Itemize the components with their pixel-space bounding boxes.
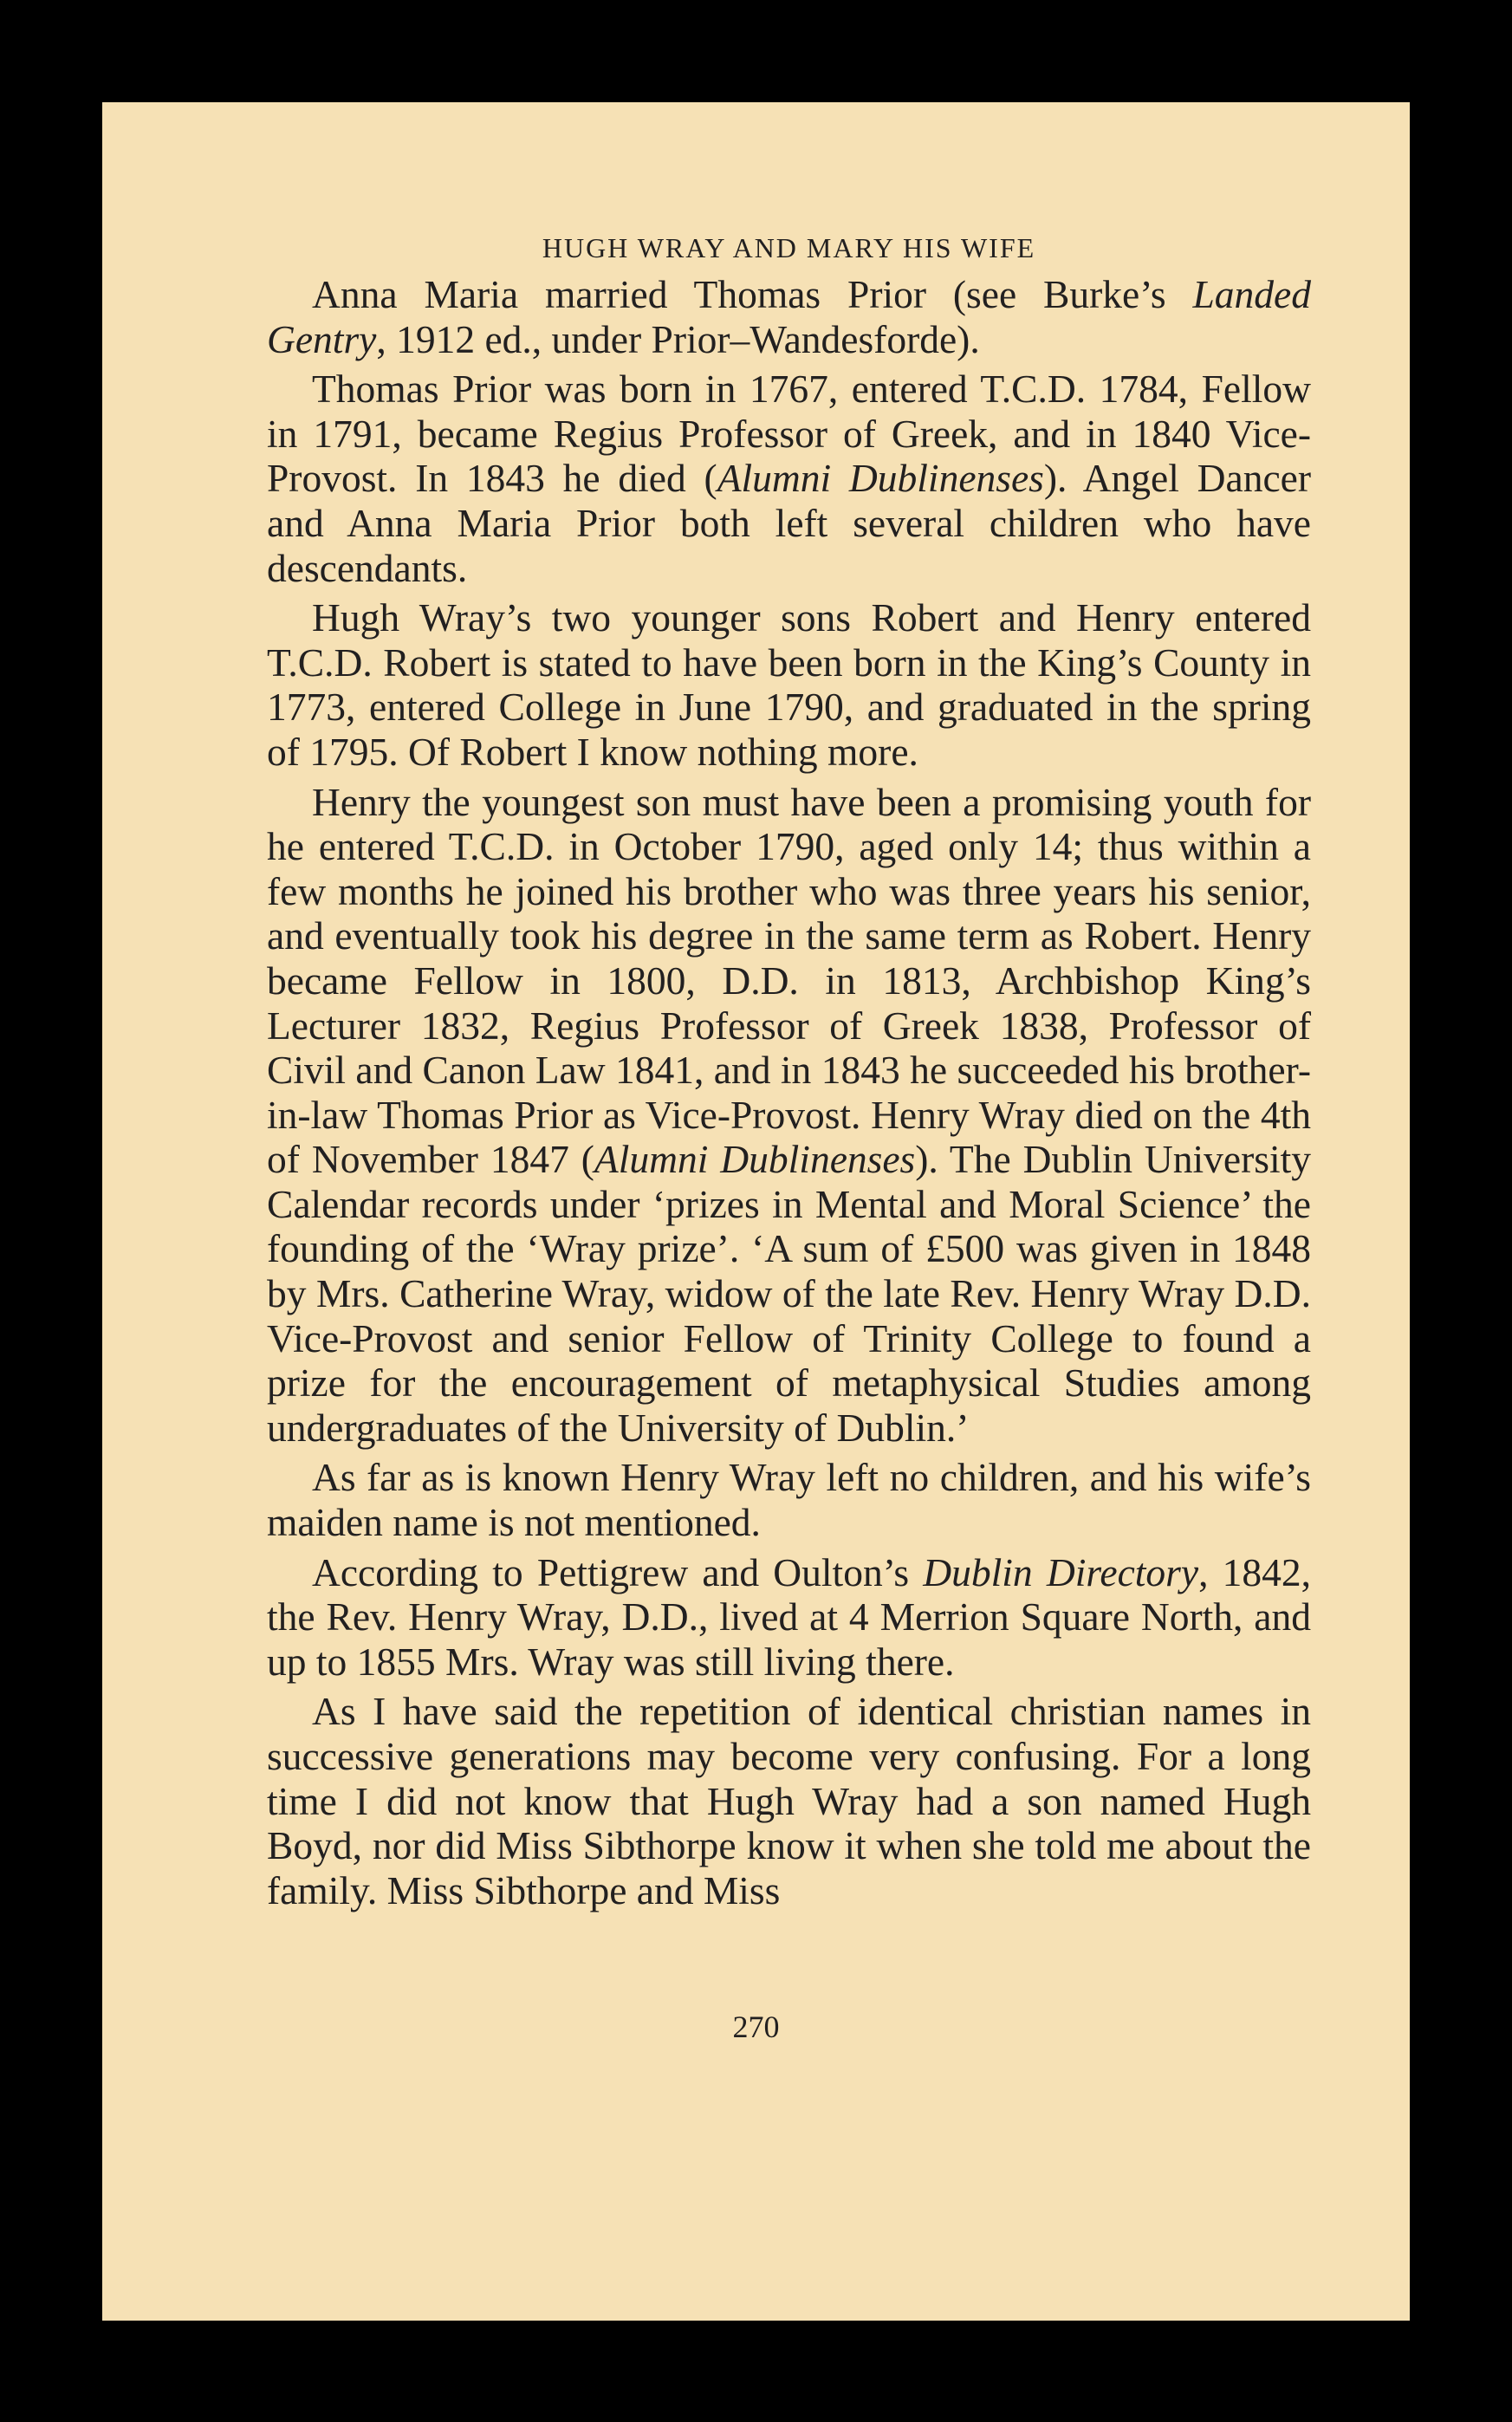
paragraph-1-text: Anna Maria married Thomas Prior (see Burke’s [312, 272, 1193, 316]
paragraph-2-italic: Alumni Dublinenses [717, 456, 1044, 501]
paragraph-1-italic: Landed Gentry [267, 272, 1311, 361]
paragraph-6-italic: Dublin Directory [923, 1549, 1199, 1594]
paragraph-3-text: Hugh Wray’s two younger sons Robert and Henry entered T.C.D. Robert is stated to have been born in the King’s County in 1773, entered College in June 1790, and graduated in the spring of 1795. Of Robert I know nothing more. [267, 595, 1311, 774]
paragraph-6-text: According to Pettigrew and Oulton’s [312, 1549, 924, 1594]
book-page [102, 102, 1410, 2321]
paragraph-4-text: ). The Dublin University Calendar records under ‘prizes in Mental and Moral Science’ the founding of the ‘Wray prize’. ‘A sum of £500 was given in 1848 by Mrs. Catherine Wray, widow of the late Rev. Henry Wray D.D. Vice-Provost and senior Fellow of Trinity College to found a prize for the encouragement of metaphysical Studies among undergraduates of the University of Dublin.’ [267, 1137, 1311, 1450]
paragraph-7-text: As I have said the repetition of identical christian names in successive generations may become very confusing. For a long time I did not know that Hugh Wray had a son named Hugh Boyd, nor did Miss Sibthorpe know it when she told me about the family. Miss Sibthorpe and Miss [267, 1689, 1311, 1912]
paragraph-4 [267, 780, 1311, 1451]
page-text [267, 231, 1311, 1918]
paragraph-4-text: Henry the youngest son must have been a promising youth for he entered T.C.D. in October 1790, aged only 14; thus within a few months he joined his brother who was three years his senior, and eventually took his degree in the same term as Robert. Henry became Fellow in 1800, D.D. in 1813, Archbishop King’s Lecturer 1832, Regius Professor of Greek 1838, Professor of Civil and Canon Law 1841, and in 1843 he succeeded his brother-in-law Thomas Prior as Vice-Provost. Henry Wray died on the 4th of November 1847 ( [267, 779, 1311, 1182]
paragraph-1 [267, 272, 1311, 361]
paragraph-2-text: Thomas Prior was born in 1767, entered T.C.D. 1784, Fellow in 1791, became Regius Professor of Greek, and in 1840 Vice-Provost. In 1843 he died ( [267, 367, 1311, 501]
paragraph-6 [267, 1550, 1311, 1685]
paragraph-5-text: As far as is known Henry Wray left no children, and his wife’s maiden name is not mentioned. [267, 1455, 1311, 1545]
paragraph-7 [267, 1689, 1311, 1912]
running-head: HUGH WRAY AND MARY HIS WIFE [542, 232, 1036, 263]
page-number: 270 [732, 2010, 780, 2044]
paragraph-6-text: , 1842, the Rev. Henry Wray, D.D., lived at 4 Merrion Square North, and up to 1855 Mrs. Wray was still living there. [267, 1549, 1312, 1684]
paragraph-2-text: ). Angel Dancer and Anna Maria Prior both left several children who have descendants. [267, 456, 1312, 590]
paragraph-3 [267, 595, 1311, 774]
paragraph-4-italic: Alumni Dublinenses [594, 1137, 916, 1182]
paragraph-5 [267, 1455, 1311, 1544]
paragraph-1-text: , 1912 ed., under Prior–Wandesforde). [376, 316, 980, 361]
paragraph-2 [267, 367, 1311, 590]
